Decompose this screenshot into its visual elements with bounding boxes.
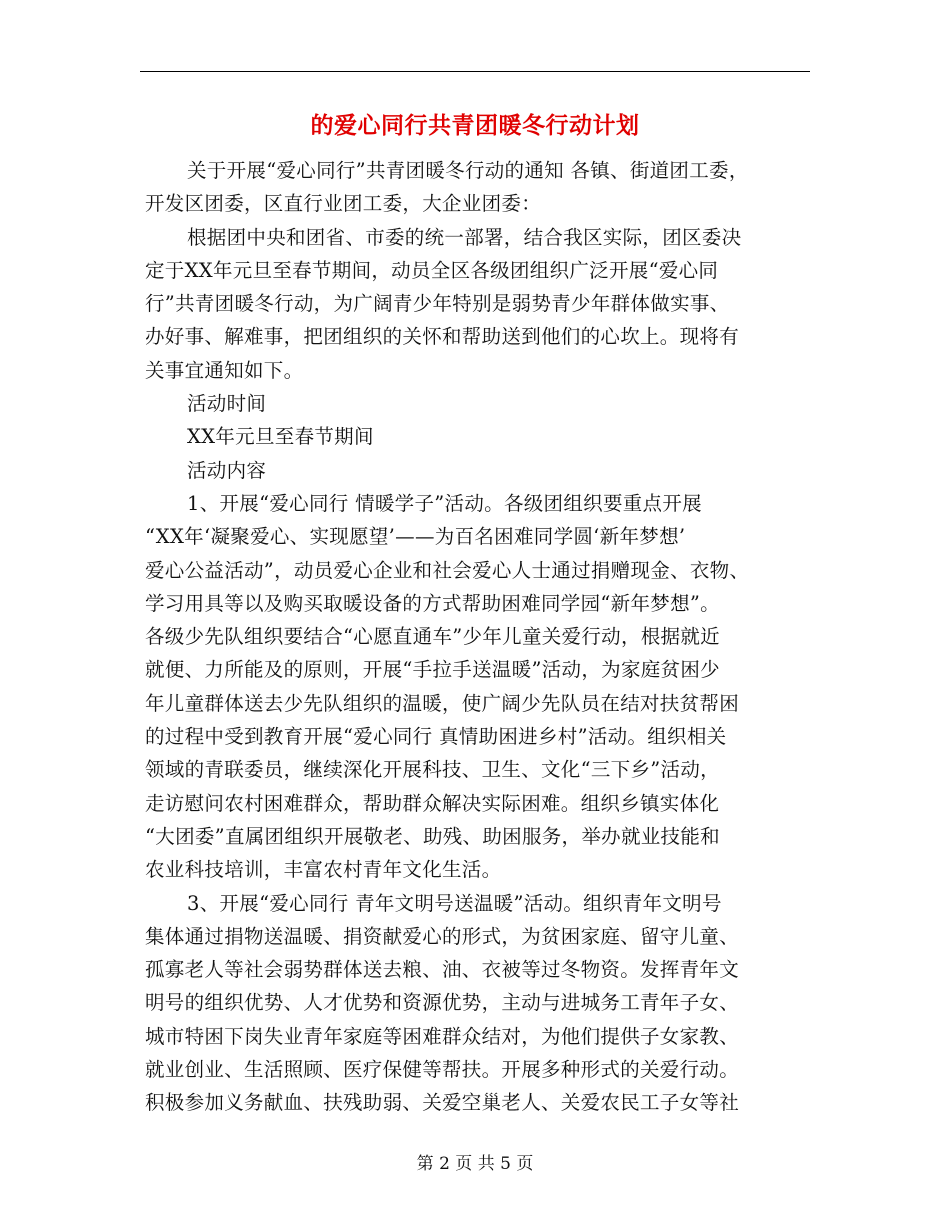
text-line: 1、开展“爱心同行 情暖学子”活动。各级团组织要重点开展 (187, 491, 702, 515)
text-line: 开发区团委，区直行业团工委，大企业团委： (145, 192, 542, 216)
text-line: 积极参加义务献血、扶残助弱、关爱空巢老人、关爱农民工子女等社 (145, 1091, 740, 1115)
text-line: 走访慰问农村困难群众，帮助群众解决实际困难。组织乡镇实体化 (145, 791, 720, 815)
document-body (145, 154, 825, 1120)
text-line: 根据团中央和团省、市委的统一部署，结合我区实际，团区委决 (187, 225, 742, 249)
text-line: 活动时间 (187, 392, 267, 416)
text-line: 城市特困下岗失业青年家庭等困难群众结对，为他们提供子女家教、 (145, 1024, 740, 1048)
text-line: 领域的青联委员，继续深化开展科技、卫生、文化“三下乡”活动， (145, 758, 720, 782)
text-line: 关事宜通知如下。 (145, 358, 304, 382)
text-line: 行”共青团暖冬行动，为广阔青少年特别是弱势青少年群体做实事、 (145, 292, 730, 316)
text-line: XX年元旦至春节期间 (187, 425, 374, 449)
text-line: 3、开展“爱心同行 青年文明号送温暖”活动。组织青年文明号 (187, 891, 722, 915)
header-rule (140, 71, 810, 72)
text-line: 就便、力所能及的原则，开展“手拉手送温暖”活动，为家庭贫困少 (145, 658, 720, 682)
text-line: “XX年‘凝聚爱心、实现愿望’——为百名困难同学圆‘新年梦想’ (145, 525, 686, 549)
text-line: 定于XX年元旦至春节期间，动员全区各级团组织广泛开展“爱心同 (145, 258, 719, 282)
text-line: 就业创业、生活照顾、医疗保健等帮扶。开展多种形式的关爱行动。 (145, 1058, 740, 1082)
text-line: 的过程中受到教育开展“爱心同行 真情助困进乡村”活动。组织相关 (145, 725, 727, 749)
text-line: 活动内容 (187, 458, 267, 482)
text-line: 年儿童群体送去少先队组织的温暖，使广阔少先队员在结对扶贫帮困 (145, 691, 740, 715)
text-line: 关于开展“爱心同行”共青团暖冬行动的通知 各镇、街道团工委， (187, 159, 749, 182)
text-line: 明号的组织优势、人才优势和资源优势，主动与进城务工青年子女、 (145, 991, 740, 1015)
document-title: 的爱心同行共青团暖冬行动计划 (310, 112, 640, 139)
text-line: 各级少先队组织要结合“心愿直通车”少年儿童关爱行动，根据就近 (145, 625, 720, 649)
text-line: “大团委”直属团组织开展敬老、助残、助困服务，举办就业技能和 (145, 824, 720, 848)
page-number: 第 2 页 共 5 页 (416, 1154, 534, 1174)
text-line: 农业科技培训，丰富农村青年文化生活。 (145, 858, 502, 882)
text-line: 爱心公益活动”，动员爱心企业和社会爱心人士通过捐赠现金、衣物、 (145, 558, 750, 582)
text-line: 办好事、解难事，把团组织的关怀和帮助送到他们的心坎上。现将有 (145, 325, 740, 349)
text-line: 孤寡老人等社会弱势群体送去粮、油、衣被等过冬物资。发挥青年文 (145, 958, 740, 982)
text-line: 学习用具等以及购买取暖设备的方式帮助困难同学园“新年梦想”。 (145, 591, 720, 615)
text-line: 集体通过捐物送温暖、捐资献爱心的形式，为贫困家庭、留守儿童、 (145, 924, 740, 948)
